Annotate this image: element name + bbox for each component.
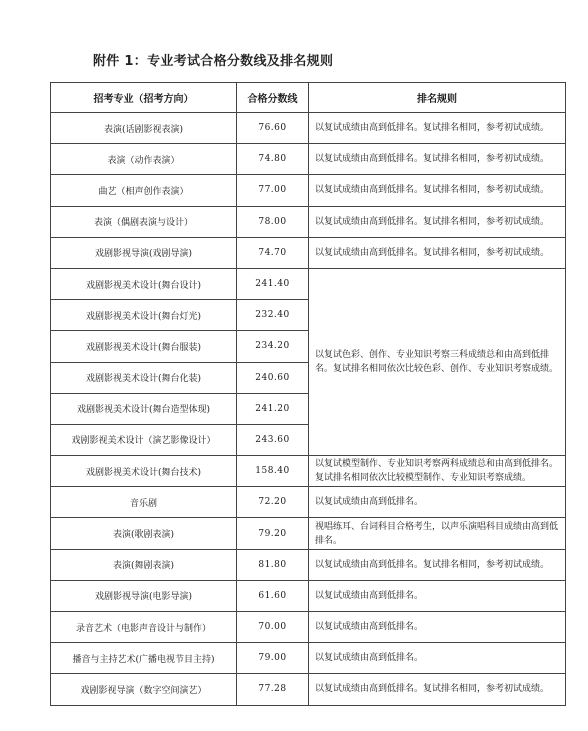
table-row [51,674,566,705]
table-row [51,518,566,549]
rule-cell: 以复试成绩由高到低排名。复试排名相同，参考初试成绩。 [309,549,566,580]
major-cell: 表演(话剧影视表演) [51,113,237,144]
table-row [51,549,566,580]
rule-cell: 以复试成绩由高到低排名。复试排名相同，参考初试成绩。 [309,237,566,268]
score-cell: 78.00 [237,206,309,237]
score-cell: 70.00 [237,612,309,643]
score-cell: 81.80 [237,549,309,580]
score-cell: 240.60 [237,362,309,393]
table-row [51,206,566,237]
table-row [51,113,566,144]
header-major: 招考专业（招考方向） [51,83,237,113]
document-title: 附件 1：专业考试合格分数线及排名规则 [93,54,334,69]
score-cell: 72.20 [237,487,309,518]
header-rule: 排名规则 [309,83,566,113]
table-row [51,612,566,643]
major-cell: 戏剧影视美术设计（演艺影像设计） [51,424,237,455]
rule-cell: 以复试成绩由高到低排名。 [309,580,566,611]
score-cell: 74.70 [237,237,309,268]
major-cell: 表演(歌剧表演) [51,518,237,549]
major-cell: 表演（偶剧表演与设计） [51,206,237,237]
major-cell: 戏剧影视导演(戏剧导演) [51,237,237,268]
major-cell: 表演（动作表演） [51,144,237,175]
rule-cell: 以复试成绩由高到低排名。 [309,643,566,674]
table-row [51,268,566,299]
score-cell: 76.60 [237,113,309,144]
header-score: 合格分数线 [237,83,309,113]
table-header-row [51,83,566,113]
table-row [51,144,566,175]
major-cell: 播音与主持艺术(广播电视节目主持) [51,643,237,674]
major-cell: 表演(舞剧表演) [51,549,237,580]
score-cell: 79.00 [237,643,309,674]
major-cell: 戏剧影视美术设计(舞台技术) [51,456,237,487]
rule-cell: 以复试成绩由高到低排名。复试排名相同，参考初试成绩。 [309,113,566,144]
major-cell: 曲艺（相声创作表演） [51,175,237,206]
score-cell: 79.20 [237,518,309,549]
score-cell: 77.28 [237,674,309,705]
major-cell: 戏剧影视美术设计(舞台化装) [51,362,237,393]
major-cell: 录音艺术（电影声音设计与制作） [51,612,237,643]
score-cell: 232.40 [237,300,309,331]
major-cell: 戏剧影视美术设计(舞台设计) [51,268,237,299]
score-cell: 74.80 [237,144,309,175]
table-row [51,580,566,611]
rule-cell: 以复试成绩由高到低排名。 [309,612,566,643]
rule-cell-merged: 以复试色彩、创作、专业知识考察三科成绩总和由高到低排名。复试排名相同依次比较色彩、创作、专业知识考察成绩。 [309,268,566,455]
score-cell: 241.40 [237,268,309,299]
score-cell: 158.40 [237,456,309,487]
table-row [51,175,566,206]
score-cell: 61.60 [237,580,309,611]
score-rules-table [50,82,566,706]
major-cell: 音乐剧 [51,487,237,518]
table-row [51,643,566,674]
major-cell: 戏剧影视美术设计(舞台造型体现) [51,393,237,424]
rule-cell: 视唱练耳、台词科目合格考生，以声乐演唱科目成绩由高到低排名。 [309,518,566,549]
table-row [51,456,566,487]
table-row [51,487,566,518]
rule-cell: 以复试成绩由高到低排名。复试排名相同，参考初试成绩。 [309,144,566,175]
major-cell: 戏剧影视导演(电影导演) [51,580,237,611]
score-cell: 243.60 [237,424,309,455]
major-cell: 戏剧影视美术设计(舞台服装) [51,331,237,362]
major-cell: 戏剧影视导演（数字空间演艺） [51,674,237,705]
rule-cell: 以复试成绩由高到低排名。复试排名相同，参考初试成绩。 [309,674,566,705]
score-cell: 241.20 [237,393,309,424]
major-cell: 戏剧影视美术设计(舞台灯光) [51,300,237,331]
rule-cell: 以复试成绩由高到低排名。复试排名相同，参考初试成绩。 [309,206,566,237]
rule-cell: 以复试成绩由高到低排名。 [309,487,566,518]
rule-cell: 以复试成绩由高到低排名。复试排名相同，参考初试成绩。 [309,175,566,206]
table-row [51,237,566,268]
score-cell: 234.20 [237,331,309,362]
rule-cell: 以复试模型制作、专业知识考察两科成绩总和由高到低排名。复试排名相同依次比较模型制作、专业知识考察成绩。 [309,456,566,487]
score-cell: 77.00 [237,175,309,206]
